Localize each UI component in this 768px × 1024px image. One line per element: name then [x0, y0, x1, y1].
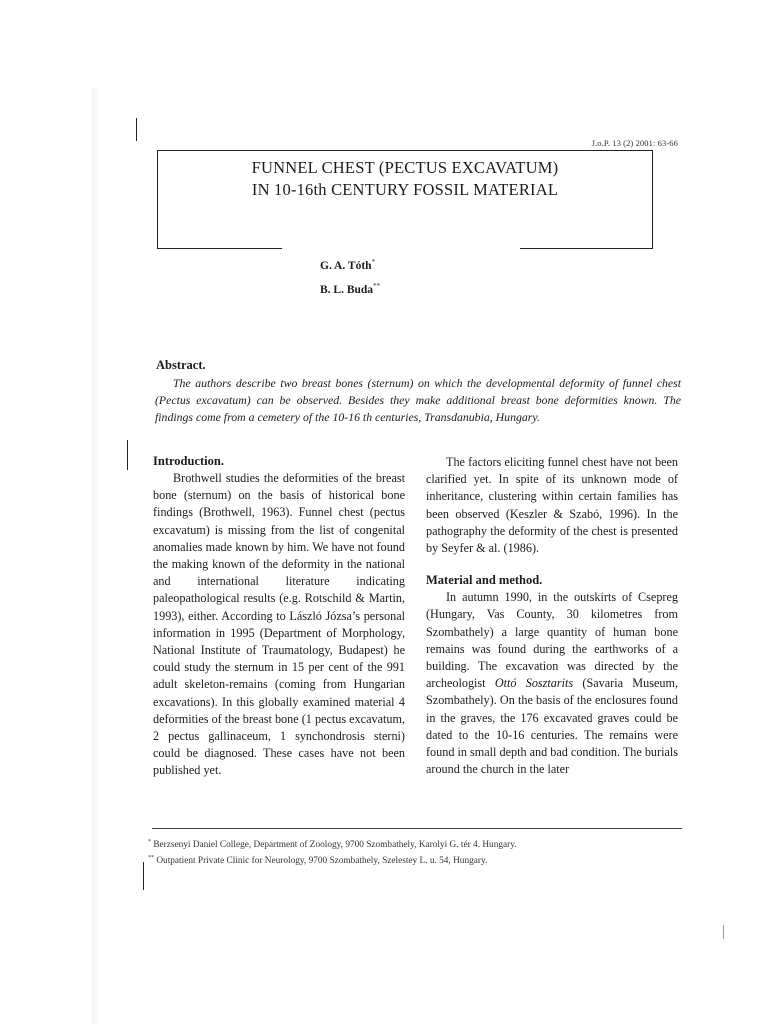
page-edge-shadow: [92, 88, 100, 1024]
margin-mark-middle: [127, 440, 128, 470]
author-mark: **: [373, 281, 381, 290]
margin-mark-bottom: [143, 862, 144, 890]
footnote-rule: [152, 828, 682, 829]
introduction-paragraph-2: The factors eliciting funnel chest have not been clarified yet. In spite of its unknown mode of inheritance, clustering within certain families has been observed (Keszler & Szabó, 1996). In the pathography the deformity of the chest is presented by Seyfer & al. (1986).: [426, 455, 678, 556]
author-mark: *: [371, 258, 376, 266]
author: G. A. Tóth*: [320, 258, 376, 272]
footnote: ** Outpatient Private Clinic for Neurology, 9700 Szombathely, Szelestey L. u. 54, Hungary.: [148, 855, 488, 867]
title-frame-right: [652, 150, 653, 248]
introduction-paragraph-1: Brothwell studies the deformities of the breast bone (sternum) on the basis of historical bone findings (Brothwell, 1963). Funnel chest (pectus excavatum) is missing from the list of congenital anomalies made known by him. We have not found the making known of the deformity in the national and international literature indicating paleopathological results (e.g. Rotschild & Martin, 1993), either. According to László Józsa’s personal information in 1995 (Department of Morphology, National Institute of Traumatology, Budapest) he could study the sternum in 15 per cent of the 991 adult skeleton-remains (coming from Hungarian excavations). In this globally examined material 4 deformities of the breast bone (1 pectus excavatum, 2 pectus gallinaceum, 1 synchondrosis sterni) could be diagnosed. These cases have not been published yet.: [153, 471, 405, 778]
title-frame-bottom-left: [157, 248, 282, 249]
title-frame-left: [157, 150, 158, 248]
right-column: [426, 454, 678, 778]
page-edge-mark: [723, 925, 724, 939]
left-column: [153, 453, 405, 780]
archeologist-name: Ottó Sosztarits: [494, 676, 574, 691]
author-list: [320, 252, 380, 300]
journal-reference: J.o.P. 13 (2) 2001: 63-66: [591, 138, 678, 148]
margin-mark-top: [136, 118, 137, 141]
method-heading: Material and method.: [426, 573, 543, 588]
title-line-2: IN 10-16th CENTURY FOSSIL MATERIAL: [251, 180, 559, 199]
author: B. L. Buda**: [320, 281, 381, 296]
introduction-heading: Introduction.: [153, 454, 224, 468]
footnote: * Berzsenyi Daniel College, Department of Zoology, 9700 Szombathely, Karolyi G. tér 4. Hungary.: [148, 839, 517, 851]
abstract-text: The authors describe two breast bones (sternum) on which the developmental deformity of funnel chest (Pectus excavatum) can be observed. Besides they make additional breast bone deformities known. The findings come from a cemetery of the 10-16 th centuries, Transdanubia, Hungary.: [155, 376, 681, 424]
method-paragraph: In autumn 1990, in the outskirts of Csepreg (Hungary, Vas County, 30 kilometres from Szombathely) a large quantity of human bone remains was found during the earthworks of a building. The excavation was directed by the archeologist Ottó Sosztarits (Savaria Museum, Szombathely). On the basis of the enclosures found in the graves, the 176 excavated graves could be dated to the 10-16 centuries. The remains were found in small depth and bad condition. The burials around the church in the later: [426, 590, 678, 777]
title-line-1: FUNNEL CHEST (PECTUS EXCAVATUM): [251, 158, 559, 177]
abstract-heading: Abstract.: [156, 358, 206, 372]
title-frame-top: [157, 150, 652, 151]
paper-title: [160, 157, 650, 201]
title-frame-bottom-right: [520, 248, 653, 249]
footnotes: [148, 836, 688, 868]
